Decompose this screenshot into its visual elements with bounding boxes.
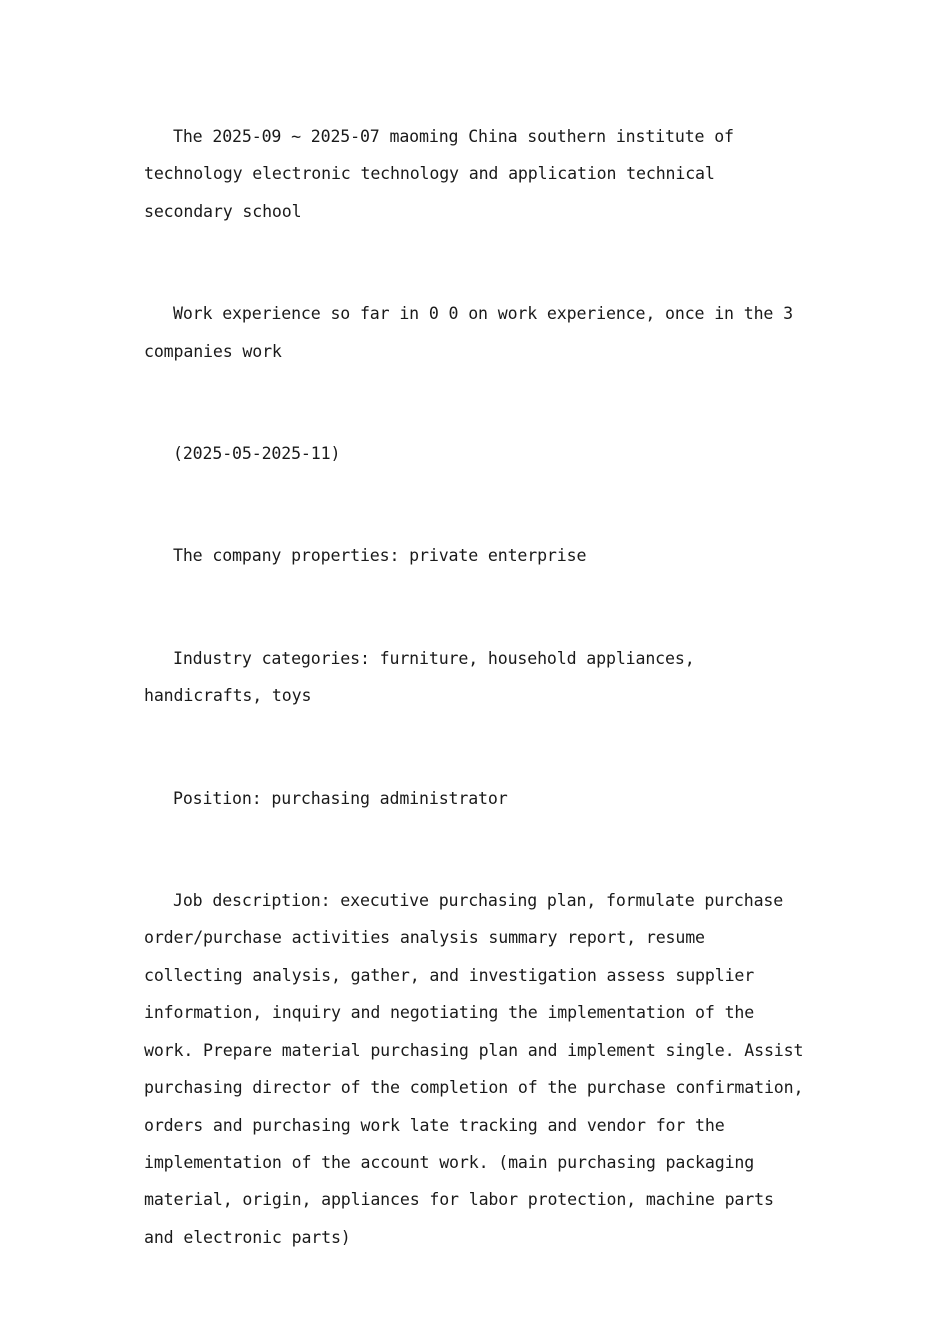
education-paragraph: The 2025-09 ~ 2025-07 maoming China southern institute of technology electronic technology and application technical secondary school xyxy=(144,127,734,221)
industry-categories: Industry categories: furniture, household appliances, handicrafts, toys xyxy=(144,648,695,706)
work-experience-summary: Work experience so far in 0 0 on work experience, once in the 3 companies work xyxy=(144,304,793,361)
document-body xyxy=(144,118,809,1256)
job-description: Job description: executive purchasing plan, formulate purchase order/purchase activities analysis summary report, resume collecting analysis, gather, and investigation assess supplier information, inquiry and negotiating the implementation of the work. Prepare material purchasing plan and implement single. Assist purchasing director of the completion of the purchase confirmation, orders and purchasing work late tracking and vendor for the implementation of the account work. (main purchasing packaging material, origin, appliances for labor protection, machine parts and electronic parts) xyxy=(144,891,804,1247)
position: Position: purchasing administrator xyxy=(173,788,508,808)
employment-period: (2025-05-2025-11) xyxy=(173,444,341,464)
company-properties: The company properties: private enterprise xyxy=(173,546,587,566)
